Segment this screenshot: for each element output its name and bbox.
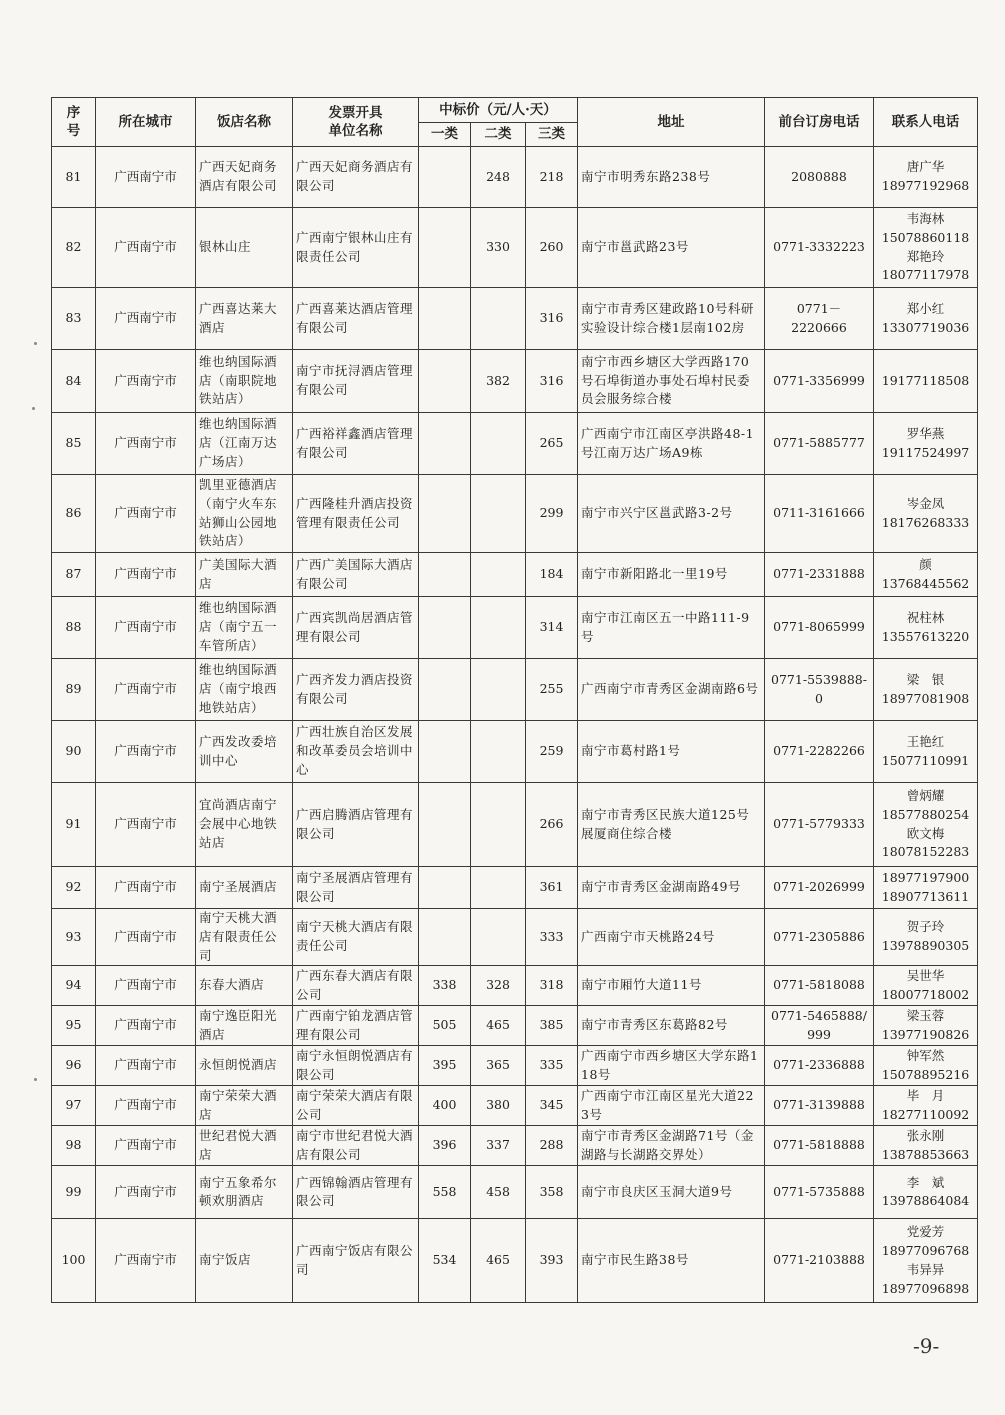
cell-seq: 92	[52, 867, 96, 909]
cell-price-class3: 335	[526, 1046, 578, 1086]
cell-frontdesk-phone: 0771-2026999	[765, 867, 874, 909]
cell-hotel: 宜尚酒店南宁会展中心地铁站店	[196, 783, 293, 867]
cell-frontdesk-phone: 0771-2103888	[765, 1219, 874, 1303]
header-hotel: 饭店名称	[196, 98, 293, 147]
cell-city: 广西南宁市	[96, 1086, 196, 1126]
cell-hotel: 维也纳国际酒店（南职院地铁站店）	[196, 350, 293, 413]
cell-price-class3: 314	[526, 597, 578, 659]
cell-price-class2: 365	[471, 1046, 526, 1086]
cell-address: 南宁市青秀区东葛路82号	[578, 1006, 765, 1046]
cell-price-class3: 358	[526, 1166, 578, 1219]
cell-hotel: 南宁天桃大酒店有限责任公司	[196, 909, 293, 966]
cell-frontdesk-phone: 0771-3356999	[765, 350, 874, 413]
cell-price-class3: 393	[526, 1219, 578, 1303]
cell-contact: 韦海林 15078860118 郑艳玲 18077117978	[874, 208, 978, 288]
cell-hotel: 广西天妃商务酒店有限公司	[196, 147, 293, 208]
table-row	[52, 208, 978, 288]
table-row	[52, 1166, 978, 1219]
cell-invoice: 广西宾凯尚居酒店管理有限公司	[293, 597, 419, 659]
cell-price-class3: 318	[526, 966, 578, 1006]
table-row	[52, 966, 978, 1006]
cell-frontdesk-phone: 0771-3332223	[765, 208, 874, 288]
table-row	[52, 909, 978, 966]
cell-seq: 82	[52, 208, 96, 288]
cell-contact: 曾炳耀 18577880254 欧文梅 18078152283	[874, 783, 978, 867]
cell-city: 广西南宁市	[96, 553, 196, 597]
cell-hotel: 广西发改委培训中心	[196, 721, 293, 783]
cell-address: 广西南宁市江南区星光大道223号	[578, 1086, 765, 1126]
cell-hotel: 维也纳国际酒店（南宁埌西地铁站店）	[196, 659, 293, 721]
cell-invoice: 南宁天桃大酒店有限责任公司	[293, 909, 419, 966]
cell-price-class1	[419, 783, 471, 867]
cell-price-class2: 380	[471, 1086, 526, 1126]
cell-seq: 88	[52, 597, 96, 659]
cell-hotel: 永恒朗悦酒店	[196, 1046, 293, 1086]
cell-price-class3: 184	[526, 553, 578, 597]
cell-contact: 梁玉蓉 13977190826	[874, 1006, 978, 1046]
cell-price-class1: 534	[419, 1219, 471, 1303]
cell-price-class3: 316	[526, 288, 578, 350]
cell-frontdesk-phone: 0771-2282266	[765, 721, 874, 783]
cell-frontdesk-phone: 0771-5779333	[765, 783, 874, 867]
cell-invoice: 广西隆桂升酒店投资管理有限责任公司	[293, 475, 419, 553]
cell-price-class1: 400	[419, 1086, 471, 1126]
cell-city: 广西南宁市	[96, 1046, 196, 1086]
cell-price-class3: 316	[526, 350, 578, 413]
cell-price-class3: 333	[526, 909, 578, 966]
cell-price-class1: 395	[419, 1046, 471, 1086]
cell-seq: 83	[52, 288, 96, 350]
cell-hotel: 南宁逸臣阳光酒店	[196, 1006, 293, 1046]
cell-seq: 81	[52, 147, 96, 208]
cell-hotel: 银林山庄	[196, 208, 293, 288]
table-row	[52, 1006, 978, 1046]
cell-price-class1	[419, 413, 471, 475]
table-row	[52, 1046, 978, 1086]
cell-contact: 吴世华 18007718002	[874, 966, 978, 1006]
cell-price-class3: 218	[526, 147, 578, 208]
cell-price-class1	[419, 288, 471, 350]
cell-city: 广西南宁市	[96, 147, 196, 208]
cell-address: 广西南宁市青秀区金湖南路6号	[578, 659, 765, 721]
scan-mark	[34, 342, 37, 345]
cell-frontdesk-phone: 0771－ 2220666	[765, 288, 874, 350]
table-row	[52, 288, 978, 350]
cell-hotel: 东春大酒店	[196, 966, 293, 1006]
cell-price-class2: 328	[471, 966, 526, 1006]
cell-invoice: 南宁永恒朗悦酒店有限公司	[293, 1046, 419, 1086]
cell-invoice: 广西天妃商务酒店有限公司	[293, 147, 419, 208]
cell-city: 广西南宁市	[96, 597, 196, 659]
table-row	[52, 1086, 978, 1126]
table-row	[52, 783, 978, 867]
cell-frontdesk-phone: 0771-2336888	[765, 1046, 874, 1086]
cell-address: 南宁市兴宁区邕武路3-2号	[578, 475, 765, 553]
cell-city: 广西南宁市	[96, 909, 196, 966]
cell-seq: 95	[52, 1006, 96, 1046]
cell-city: 广西南宁市	[96, 783, 196, 867]
cell-contact: 李 斌 13978864084	[874, 1166, 978, 1219]
cell-city: 广西南宁市	[96, 659, 196, 721]
cell-contact: 岑金凤 18176268333	[874, 475, 978, 553]
cell-price-class2: 458	[471, 1166, 526, 1219]
cell-price-class2	[471, 288, 526, 350]
cell-frontdesk-phone: 0771-2305886	[765, 909, 874, 966]
cell-invoice: 广西南宁饭店有限公司	[293, 1219, 419, 1303]
cell-price-class3: 361	[526, 867, 578, 909]
cell-address: 南宁市江南区五一中路111-9号	[578, 597, 765, 659]
cell-price-class3: 385	[526, 1006, 578, 1046]
header-contact: 联系人电话	[874, 98, 978, 147]
cell-seq: 86	[52, 475, 96, 553]
cell-address: 南宁市邕武路23号	[578, 208, 765, 288]
table-row	[52, 1219, 978, 1303]
cell-price-class2	[471, 867, 526, 909]
cell-price-class2	[471, 413, 526, 475]
cell-city: 广西南宁市	[96, 721, 196, 783]
cell-city: 广西南宁市	[96, 867, 196, 909]
header-city: 所在城市	[96, 98, 196, 147]
cell-price-class3: 345	[526, 1086, 578, 1126]
cell-contact: 张永刚 13878853663	[874, 1126, 978, 1166]
cell-price-class3: 266	[526, 783, 578, 867]
header-class1: 一类	[419, 123, 471, 147]
cell-address: 南宁市青秀区金湖路71号（金湖路与长湖路交界处）	[578, 1126, 765, 1166]
cell-seq: 100	[52, 1219, 96, 1303]
cell-invoice: 广西南宁银林山庄有限责任公司	[293, 208, 419, 288]
cell-city: 广西南宁市	[96, 1126, 196, 1166]
header-seq: 序 号	[52, 98, 96, 147]
table-row	[52, 147, 978, 208]
cell-address: 南宁市西乡塘区大学西路170号石埠街道办事处石埠村民委员会服务综合楼	[578, 350, 765, 413]
cell-address: 南宁市青秀区民族大道125号展厦商住综合楼	[578, 783, 765, 867]
table-row	[52, 475, 978, 553]
cell-city: 广西南宁市	[96, 288, 196, 350]
cell-address: 南宁市明秀东路238号	[578, 147, 765, 208]
cell-address: 南宁市厢竹大道11号	[578, 966, 765, 1006]
cell-seq: 91	[52, 783, 96, 867]
cell-price-class3: 255	[526, 659, 578, 721]
cell-price-class2	[471, 721, 526, 783]
cell-contact: 唐广华 18977192968	[874, 147, 978, 208]
cell-invoice: 广西裕祥鑫酒店管理有限公司	[293, 413, 419, 475]
cell-invoice: 广西喜莱达酒店管理有限公司	[293, 288, 419, 350]
cell-invoice: 广西启腾酒店管理有限公司	[293, 783, 419, 867]
cell-contact: 郑小红 13307719036	[874, 288, 978, 350]
cell-invoice: 广西齐发力酒店投资有限公司	[293, 659, 419, 721]
cell-invoice: 南宁市抚浔酒店管理有限公司	[293, 350, 419, 413]
cell-hotel: 南宁五象希尔顿欢朋酒店	[196, 1166, 293, 1219]
table-row	[52, 350, 978, 413]
cell-price-class2	[471, 783, 526, 867]
cell-city: 广西南宁市	[96, 413, 196, 475]
cell-contact: 毕 月 18277110092	[874, 1086, 978, 1126]
cell-address: 南宁市良庆区玉洞大道9号	[578, 1166, 765, 1219]
cell-frontdesk-phone: 0771-2331888	[765, 553, 874, 597]
cell-address: 广西南宁市江南区亭洪路48-1号江南万达广场A9栋	[578, 413, 765, 475]
cell-address: 南宁市葛村路1号	[578, 721, 765, 783]
table-row	[52, 597, 978, 659]
cell-price-class2	[471, 659, 526, 721]
cell-price-class1: 558	[419, 1166, 471, 1219]
cell-seq: 93	[52, 909, 96, 966]
cell-address: 南宁市新阳路北一里19号	[578, 553, 765, 597]
cell-frontdesk-phone: 2080888	[765, 147, 874, 208]
cell-price-class3: 259	[526, 721, 578, 783]
table-row	[52, 553, 978, 597]
cell-invoice: 广西广美国际大酒店有限公司	[293, 553, 419, 597]
hotel-table	[51, 97, 978, 1303]
cell-address: 南宁市青秀区建政路10号科研实验设计综合楼1层南102房	[578, 288, 765, 350]
scan-mark	[34, 1078, 37, 1081]
cell-contact: 党爱芳 18977096768 韦异异 18977096898	[874, 1219, 978, 1303]
header-invoice: 发票开具 单位名称	[293, 98, 419, 147]
table-row	[52, 413, 978, 475]
cell-contact: 王艳红 15077110991	[874, 721, 978, 783]
cell-frontdesk-phone: 0771-5818088	[765, 966, 874, 1006]
cell-contact: 钟军然 15078895216	[874, 1046, 978, 1086]
cell-city: 广西南宁市	[96, 350, 196, 413]
cell-invoice: 广西锦翰酒店管理有限公司	[293, 1166, 419, 1219]
cell-seq: 98	[52, 1126, 96, 1166]
cell-city: 广西南宁市	[96, 1006, 196, 1046]
cell-price-class1	[419, 475, 471, 553]
cell-hotel: 南宁圣展酒店	[196, 867, 293, 909]
cell-seq: 90	[52, 721, 96, 783]
cell-contact: 贺子玲 13978890305	[874, 909, 978, 966]
table-row	[52, 721, 978, 783]
cell-hotel: 维也纳国际酒店（江南万达广场店）	[196, 413, 293, 475]
cell-frontdesk-phone: 0771-8065999	[765, 597, 874, 659]
header-class3: 三类	[526, 123, 578, 147]
cell-invoice: 广西东春大酒店有限公司	[293, 966, 419, 1006]
cell-price-class2: 382	[471, 350, 526, 413]
cell-price-class3: 265	[526, 413, 578, 475]
cell-address: 广西南宁市天桃路24号	[578, 909, 765, 966]
table-row	[52, 867, 978, 909]
cell-contact: 18977197900 18907713611	[874, 867, 978, 909]
cell-price-class1	[419, 597, 471, 659]
cell-price-class1	[419, 147, 471, 208]
cell-price-class2: 465	[471, 1219, 526, 1303]
cell-price-class1: 396	[419, 1126, 471, 1166]
cell-hotel: 南宁饭店	[196, 1219, 293, 1303]
cell-price-class3: 260	[526, 208, 578, 288]
cell-hotel: 世纪君悦大酒店	[196, 1126, 293, 1166]
header-price-group: 中标价（元/人·天）	[419, 98, 578, 123]
cell-contact: 祝柱林 13557613220	[874, 597, 978, 659]
cell-seq: 87	[52, 553, 96, 597]
cell-city: 广西南宁市	[96, 208, 196, 288]
cell-frontdesk-phone: 0771-5885777	[765, 413, 874, 475]
cell-invoice: 广西南宁铂龙酒店管理有限公司	[293, 1006, 419, 1046]
cell-city: 广西南宁市	[96, 1166, 196, 1219]
cell-seq: 99	[52, 1166, 96, 1219]
cell-hotel: 凯里亚德酒店（南宁火车东站狮山公园地铁站店）	[196, 475, 293, 553]
cell-price-class2	[471, 597, 526, 659]
cell-frontdesk-phone: 0771-5465888/ 999	[765, 1006, 874, 1046]
cell-address: 广西南宁市西乡塘区大学东路118号	[578, 1046, 765, 1086]
cell-price-class1	[419, 553, 471, 597]
cell-price-class2: 330	[471, 208, 526, 288]
cell-seq: 96	[52, 1046, 96, 1086]
cell-price-class1	[419, 208, 471, 288]
cell-address: 南宁市青秀区金湖南路49号	[578, 867, 765, 909]
cell-city: 广西南宁市	[96, 1219, 196, 1303]
cell-price-class1	[419, 659, 471, 721]
cell-frontdesk-phone: 0771-5539888- 0	[765, 659, 874, 721]
header-frontdesk: 前台订房电话	[765, 98, 874, 147]
cell-invoice: 南宁圣展酒店管理有限公司	[293, 867, 419, 909]
cell-hotel: 广美国际大酒店	[196, 553, 293, 597]
cell-frontdesk-phone: 0771-3139888	[765, 1086, 874, 1126]
cell-seq: 89	[52, 659, 96, 721]
cell-price-class1	[419, 909, 471, 966]
cell-hotel: 维也纳国际酒店（南宁五一车管所店）	[196, 597, 293, 659]
cell-price-class2: 465	[471, 1006, 526, 1046]
cell-seq: 85	[52, 413, 96, 475]
cell-city: 广西南宁市	[96, 966, 196, 1006]
cell-price-class1	[419, 721, 471, 783]
header-address: 地址	[578, 98, 765, 147]
cell-contact: 梁 银 18977081908	[874, 659, 978, 721]
cell-frontdesk-phone: 0711-3161666	[765, 475, 874, 553]
cell-frontdesk-phone: 0771-5818888	[765, 1126, 874, 1166]
cell-price-class1: 505	[419, 1006, 471, 1046]
cell-price-class2: 337	[471, 1126, 526, 1166]
scan-mark	[32, 407, 35, 410]
cell-price-class1: 338	[419, 966, 471, 1006]
cell-price-class1	[419, 350, 471, 413]
cell-contact: 颜 13768445562	[874, 553, 978, 597]
cell-invoice: 南宁荣荣大酒店有限公司	[293, 1086, 419, 1126]
cell-seq: 94	[52, 966, 96, 1006]
cell-contact: 19177118508	[874, 350, 978, 413]
page-number: -9-	[913, 1334, 940, 1358]
cell-price-class2	[471, 475, 526, 553]
cell-address: 南宁市民生路38号	[578, 1219, 765, 1303]
table-row	[52, 659, 978, 721]
cell-price-class3: 288	[526, 1126, 578, 1166]
cell-seq: 97	[52, 1086, 96, 1126]
table-row	[52, 1126, 978, 1166]
table-body	[52, 147, 978, 1303]
cell-seq: 84	[52, 350, 96, 413]
cell-hotel: 南宁荣荣大酒店	[196, 1086, 293, 1126]
table-header	[52, 98, 978, 147]
header-class2: 二类	[471, 123, 526, 147]
cell-frontdesk-phone: 0771-5735888	[765, 1166, 874, 1219]
cell-price-class3: 299	[526, 475, 578, 553]
cell-price-class2	[471, 553, 526, 597]
cell-price-class1	[419, 867, 471, 909]
cell-price-class2: 248	[471, 147, 526, 208]
cell-invoice: 南宁市世纪君悦大酒店有限公司	[293, 1126, 419, 1166]
cell-hotel: 广西喜达莱大酒店	[196, 288, 293, 350]
cell-price-class2	[471, 909, 526, 966]
cell-invoice: 广西壮族自治区发展和改革委员会培训中心	[293, 721, 419, 783]
cell-contact: 罗华燕 19117524997	[874, 413, 978, 475]
cell-city: 广西南宁市	[96, 475, 196, 553]
